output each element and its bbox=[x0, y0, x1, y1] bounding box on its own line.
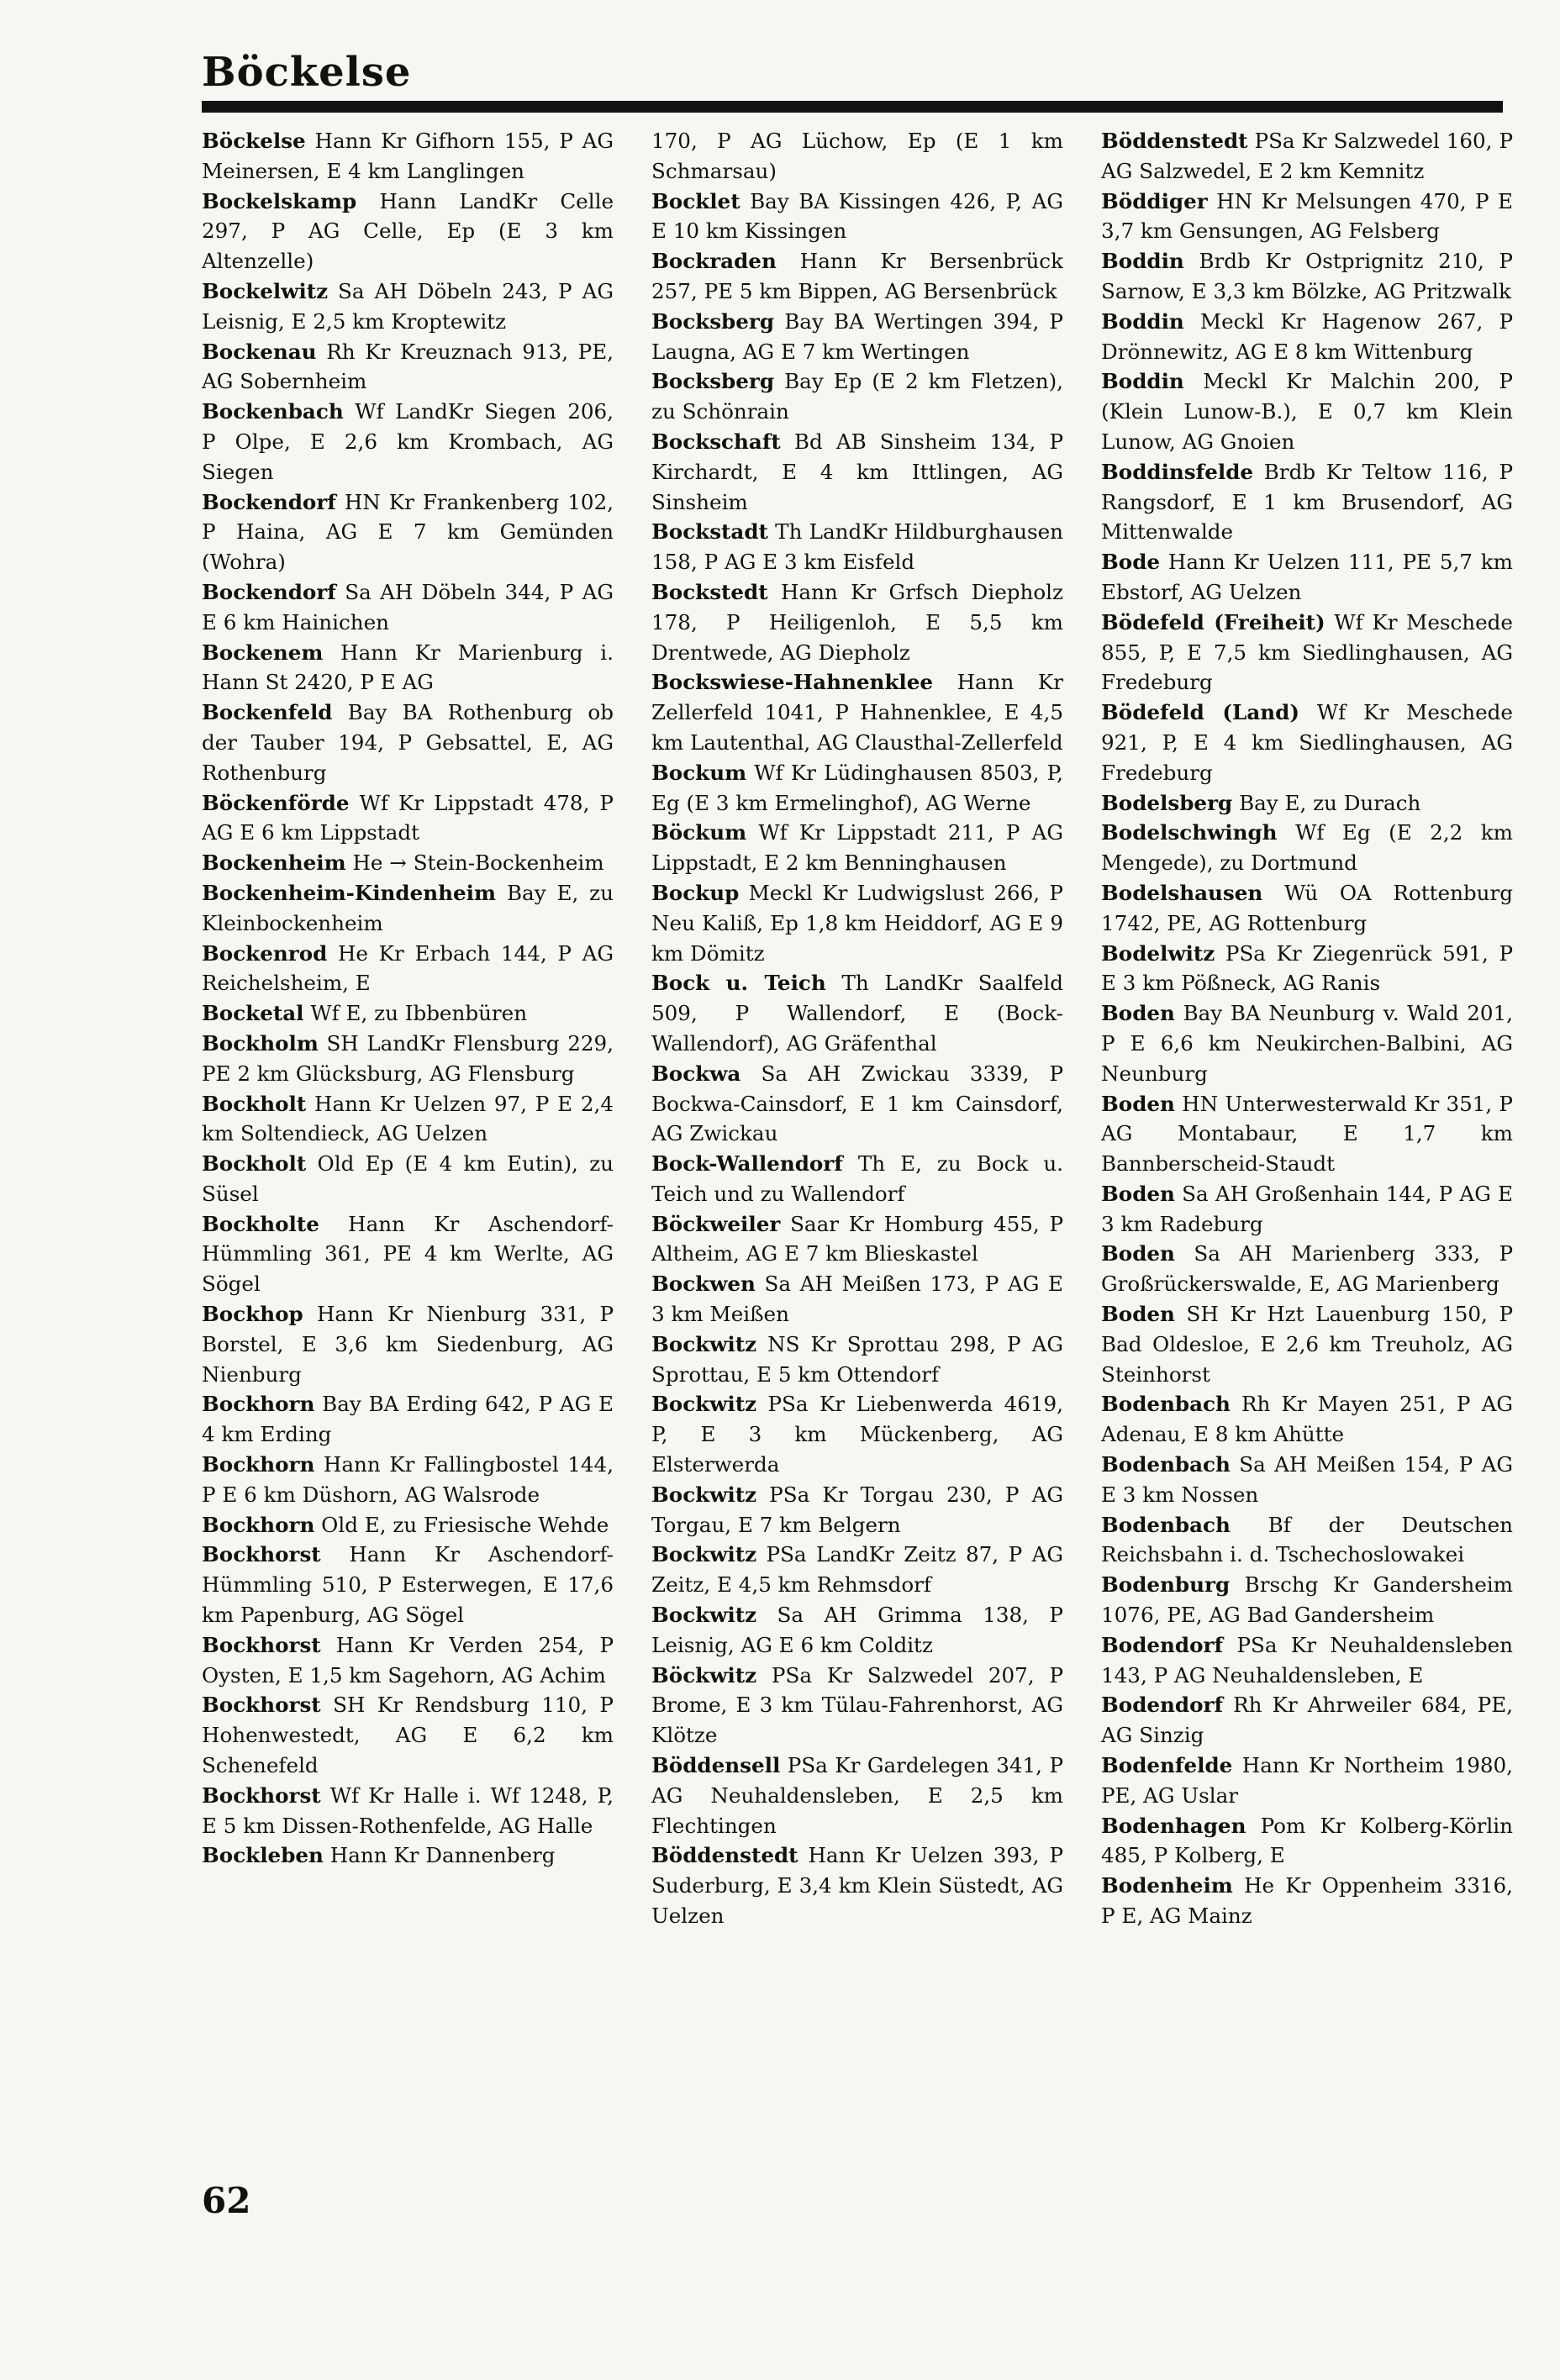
entry-text: Meckl Kr Malchin 200, P (Klein Lunow-B.), E 0,7 km Klein Lunow, AG Gnoien bbox=[1101, 369, 1513, 454]
gazetteer-entry bbox=[651, 878, 1063, 968]
entry-headword: Bockwa bbox=[651, 1061, 741, 1086]
entry-headword: Bock u. Teich bbox=[651, 971, 826, 996]
entry-headword: Bockwitz bbox=[651, 1331, 757, 1356]
entry-headword: Bockwen bbox=[651, 1272, 756, 1297]
entry-headword: Bockup bbox=[651, 880, 740, 905]
gazetteer-entry bbox=[1101, 187, 1513, 247]
entry-headword: Bödefeld (Freiheit) bbox=[1101, 609, 1325, 634]
entry-headword: Bodelshausen bbox=[1101, 880, 1263, 905]
gazetteer-entry bbox=[202, 577, 614, 638]
entry-headword: Bockhorn bbox=[202, 1512, 315, 1537]
entry-text: Old E, zu Friesische Wehde bbox=[321, 1512, 609, 1537]
entry-text: Brdb Kr Ostprignitz 210, P Sarnow, E 3,3 km Bölzke, AG Pritzwalk bbox=[1101, 249, 1513, 303]
entry-text: Th E, zu Bock u. Teich und zu Wallendorf bbox=[651, 1151, 1063, 1206]
entry-text: NS Kr Sprottau 298, P AG Sprottau, E 5 km Ottendorf bbox=[651, 1331, 1063, 1387]
entry-text: Meckl Kr Ludwigslust 266, P Neu Kaliß, Ep 1,8 km Heiddorf, AG E 9 km Dömitz bbox=[651, 880, 1063, 966]
entry-text: PSa LandKr Zeitz 87, P AG Zeitz, E 4,5 km Rehmsdorf bbox=[651, 1542, 1063, 1598]
entry-text: Hann Kr Verden 254, P Oysten, E 1,5 km Sagehorn, AG Achim bbox=[202, 1632, 614, 1688]
entry-headword: Bockhorn bbox=[202, 1452, 315, 1477]
entry-text: 170, P AG Lüchow, Ep (E 1 km Schmarsau) bbox=[651, 129, 1063, 183]
gazetteer-entry bbox=[651, 577, 1063, 667]
entry-text: Wf Kr Meschede 855, P, E 7,5 km Siedlinghausen, AG Fredeburg bbox=[1101, 609, 1513, 695]
gazetteer-entry bbox=[202, 1450, 614, 1510]
running-head: Böckelse bbox=[202, 49, 412, 96]
entry-headword: Böckelse bbox=[202, 129, 306, 153]
gazetteer-entry bbox=[202, 487, 614, 577]
entry-headword: Böddiger bbox=[1101, 188, 1208, 213]
gazetteer-entry bbox=[202, 1510, 614, 1540]
entry-text: Hann Kr Grfsch Diepholz 178, P Heiligenloh, E 5,5 km Drentwede, AG Diepholz bbox=[651, 579, 1063, 665]
header-rule bbox=[202, 101, 1503, 113]
entry-text: PSa Kr Salzwedel 207, P Brome, E 3 km Tülau-Fahrenhorst, AG Klötze bbox=[651, 1662, 1063, 1748]
entry-text: Hann Kr Marienburg i. Hann St 2420, P E AG bbox=[202, 640, 614, 695]
entry-text: HN Kr Frankenberg 102, P Haina, AG E 7 km Gemünden (Wohra) bbox=[202, 489, 614, 575]
entry-text: Hann Kr Uelzen 111, PE 5,7 km Ebstorf, AG Uelzen bbox=[1101, 550, 1513, 604]
gazetteer-entry bbox=[1101, 1389, 1513, 1450]
entry-headword: Boden bbox=[1101, 1001, 1175, 1026]
gazetteer-entry bbox=[1101, 246, 1513, 307]
entry-text: Bay E, zu Kleinbockenheim bbox=[202, 880, 614, 935]
entry-text: SH Kr Hzt Lauenburg 150, P Bad Oldesloe, E 2,6 km Treuholz, AG Steinhorst bbox=[1101, 1302, 1513, 1387]
gazetteer-entry bbox=[651, 1600, 1063, 1661]
gazetteer-entry bbox=[651, 1389, 1063, 1479]
gazetteer-entry bbox=[202, 1299, 614, 1389]
entry-headword: Boden bbox=[1101, 1302, 1175, 1327]
entry-text: PSa Kr Ziegenrück 591, P E 3 km Pößneck, AG Ranis bbox=[1101, 940, 1513, 996]
entry-text: Sa AH Grimma 138, P Leisnig, AG E 6 km Colditz bbox=[651, 1603, 1063, 1657]
entry-text: Wf Kr Meschede 921, P, E 4 km Siedlinghausen, AG Fredeburg bbox=[1101, 700, 1513, 785]
entry-text: Hann Kr Aschendorf-Hümmling 361, PE 4 km Werlte, AG Sögel bbox=[202, 1211, 614, 1297]
gazetteer-entry bbox=[1101, 457, 1513, 547]
entry-headword: Böckum bbox=[651, 820, 747, 845]
entry-headword: Bodenbach bbox=[1101, 1512, 1231, 1537]
gazetteer-entry bbox=[651, 818, 1063, 878]
gazetteer-entry bbox=[1101, 939, 1513, 999]
gazetteer-entry bbox=[202, 1209, 614, 1299]
gazetteer-entry bbox=[651, 758, 1063, 819]
entry-text: Rh Kr Mayen 251, P AG Adenau, E 8 km Ahütte bbox=[1101, 1392, 1513, 1447]
gazetteer-entry bbox=[202, 1149, 614, 1209]
entry-headword: Bockhorst bbox=[202, 1632, 321, 1657]
entry-headword: Böckweiler bbox=[651, 1211, 781, 1236]
entry-headword: Bockwitz bbox=[651, 1482, 757, 1507]
gazetteer-entry bbox=[1101, 788, 1513, 819]
gazetteer-entry bbox=[1101, 608, 1513, 698]
entry-headword: Bockenau bbox=[202, 339, 317, 364]
entry-headword: Bockraden bbox=[651, 249, 777, 274]
entry-text: Sa AH Marienberg 333, P Großrückerswalde, E, AG Marienberg bbox=[1101, 1241, 1513, 1297]
entry-text: Sa AH Meißen 173, P AG E 3 km Meißen bbox=[651, 1272, 1063, 1327]
entry-headword: Bockholm bbox=[202, 1030, 319, 1056]
entry-text: Hann Kr Uelzen 97, P E 2,4 km Soltendieck, AG Uelzen bbox=[202, 1091, 614, 1146]
entry-headword: Böddenstedt bbox=[651, 1843, 798, 1868]
entry-headword: Bockhorst bbox=[202, 1542, 321, 1567]
gazetteer-entry bbox=[1101, 878, 1513, 939]
column-left bbox=[202, 126, 614, 2160]
entry-text: Rh Kr Kreuznach 913, PE, AG Sobernheim bbox=[202, 339, 614, 394]
gazetteer-entry bbox=[1101, 1299, 1513, 1389]
entry-text: Old Ep (E 4 km Eutin), zu Süsel bbox=[202, 1151, 614, 1206]
entry-headword: Bockholte bbox=[202, 1211, 319, 1236]
gazetteer-entry bbox=[202, 998, 614, 1029]
entry-text: Bd AB Sinsheim 134, P Kirchardt, E 4 km Ittlingen, AG Sinsheim bbox=[651, 429, 1063, 514]
entry-text: Bay BA Kissingen 426, P, AG E 10 km Kissingen bbox=[651, 188, 1063, 244]
entry-text: PSa Kr Neuhaldensleben 143, P AG Neuhaldensleben, E bbox=[1101, 1632, 1513, 1688]
entry-headword: Bockendorf bbox=[202, 579, 336, 604]
entry-text: Bay BA Wertingen 394, P Laugna, AG E 7 km Wertingen bbox=[651, 308, 1063, 364]
entry-text: HN Unterwesterwald Kr 351, P AG Montabaur, E 1,7 km Bannberscheid-Staudt bbox=[1101, 1091, 1513, 1177]
entry-headword: Böckenförde bbox=[202, 790, 350, 815]
entry-text: Wf Kr Lüdinghausen 8503, P, Eg (E 3 km Ermelinghof), AG Werne bbox=[651, 760, 1063, 815]
gazetteer-entry bbox=[202, 1540, 614, 1630]
gazetteer-entry bbox=[651, 366, 1063, 427]
entry-text: Wf Eg (E 2,2 km Mengede), zu Dortmund bbox=[1101, 820, 1513, 876]
entry-text: Sa AH Zwickau 3339, P Bockwa-Cainsdorf, E 1 km Cainsdorf, AG Zwickau bbox=[651, 1061, 1063, 1146]
entry-text: Wf Kr Halle i. Wf 1248, P, E 5 km Dissen-Rothenfelde, AG Halle bbox=[202, 1782, 614, 1838]
entry-headword: Bockhorn bbox=[202, 1392, 315, 1417]
entry-headword: Bockhorst bbox=[202, 1693, 321, 1718]
gazetteer-entry bbox=[1101, 1450, 1513, 1510]
entry-text: Sa AH Meißen 154, P AG E 3 km Nossen bbox=[1101, 1452, 1513, 1507]
entry-text: HN Kr Melsungen 470, P E 3,7 km Gensungen, AG Felsberg bbox=[1101, 188, 1513, 244]
entry-headword: Boden bbox=[1101, 1091, 1175, 1116]
gazetteer-entry bbox=[651, 1269, 1063, 1330]
entry-text: Hann Kr Gifhorn 155, P AG Meinersen, E 4 km Langlingen bbox=[202, 129, 614, 183]
gazetteer-entry bbox=[1101, 307, 1513, 367]
gazetteer-entry bbox=[1101, 698, 1513, 787]
entry-headword: Bödefeld (Land) bbox=[1101, 700, 1299, 725]
entry-headword: Bodenbach bbox=[1101, 1392, 1231, 1417]
entry-text: Hann Kr Nienburg 331, P Borstel, E 3,6 km Siedenburg, AG Nienburg bbox=[202, 1302, 614, 1387]
entry-text: Bay E, zu Durach bbox=[1239, 790, 1421, 815]
gazetteer-entry bbox=[651, 427, 1063, 517]
entry-text: Wf Kr Lippstadt 478, P AG E 6 km Lippstadt bbox=[202, 790, 614, 845]
entry-headword: Bodenbach bbox=[1101, 1452, 1231, 1477]
entry-headword: Bockswiese-Hahnenklee bbox=[651, 670, 934, 695]
gazetteer-entry bbox=[202, 939, 614, 999]
entry-headword: Bockenfeld bbox=[202, 700, 333, 725]
entry-text: Pom Kr Kolberg-Körlin 485, P Kolberg, E bbox=[1101, 1813, 1513, 1868]
gazetteer-entry bbox=[651, 968, 1063, 1058]
gazetteer-entry bbox=[202, 1840, 614, 1871]
entry-headword: Bodenhagen bbox=[1101, 1813, 1246, 1838]
entry-text: He → Stein-Bockenheim bbox=[352, 850, 604, 876]
gazetteer-entry bbox=[651, 1209, 1063, 1270]
gazetteer-entry bbox=[202, 1781, 614, 1841]
gazetteer-entry bbox=[202, 126, 614, 187]
gazetteer-entry bbox=[1101, 1871, 1513, 1931]
gazetteer-entry bbox=[202, 337, 614, 398]
entry-text: Sa AH Döbeln 344, P AG E 6 km Hainichen bbox=[202, 579, 614, 634]
gazetteer-entry bbox=[651, 667, 1063, 757]
entry-text: Brschg Kr Gandersheim 1076, PE, AG Bad Gandersheim bbox=[1101, 1572, 1513, 1628]
entry-headword: Bockstedt bbox=[651, 579, 768, 604]
entry-headword: Bockholt bbox=[202, 1151, 307, 1177]
entry-headword: Bodendorf bbox=[1101, 1693, 1224, 1718]
entry-headword: Bockelskamp bbox=[202, 188, 357, 213]
gazetteer-entry bbox=[202, 698, 614, 787]
entry-columns bbox=[202, 126, 1513, 2160]
gazetteer-entry bbox=[202, 1089, 614, 1150]
entry-headword: Bocketal bbox=[202, 1001, 304, 1026]
entry-text: Bay Ep (E 2 km Fletzen), zu Schönrain bbox=[651, 369, 1063, 424]
gazetteer-entry bbox=[651, 246, 1063, 307]
entry-text: Th LandKr Saalfeld 509, P Wallendorf, E (Bock-Wallendorf), AG Gräfenthal bbox=[651, 971, 1063, 1056]
gazetteer-entry bbox=[1101, 1179, 1513, 1240]
gazetteer-entry bbox=[651, 126, 1063, 187]
entry-text: Hann Kr Aschendorf-Hümmling 510, P Esterwegen, E 17,6 km Papenburg, AG Sögel bbox=[202, 1542, 614, 1628]
entry-headword: Boden bbox=[1101, 1181, 1175, 1206]
gazetteer-entry bbox=[202, 1029, 614, 1089]
entry-text: Hann Kr Bersenbrück 257, PE 5 km Bippen, AG Bersenbrück bbox=[651, 249, 1063, 303]
gazetteer-entry bbox=[1101, 366, 1513, 456]
entry-headword: Bodendorf bbox=[1101, 1632, 1224, 1657]
entry-text: He Kr Oppenheim 3316, P E, AG Mainz bbox=[1101, 1873, 1513, 1929]
gazetteer-entry bbox=[1101, 1630, 1513, 1691]
entry-text: Sa AH Großenhain 144, P AG E 3 km Radeburg bbox=[1101, 1181, 1513, 1236]
entry-text: Hann Kr Northeim 1980, PE, AG Uslar bbox=[1101, 1753, 1513, 1808]
entry-headword: Bockenheim bbox=[202, 850, 346, 876]
entry-text: Bay BA Erding 642, P AG E 4 km Erding bbox=[202, 1392, 614, 1447]
entry-headword: Bodenheim bbox=[1101, 1873, 1233, 1898]
entry-headword: Bockschaft bbox=[651, 429, 781, 454]
entry-headword: Bockwitz bbox=[651, 1542, 757, 1567]
entry-headword: Bockum bbox=[651, 760, 747, 785]
gazetteer-entry bbox=[651, 1480, 1063, 1540]
entry-text: Bf der Deutschen Reichsbahn i. d. Tschechoslowakei bbox=[1101, 1512, 1513, 1567]
gazetteer-entry bbox=[651, 187, 1063, 247]
entry-text: Hann LandKr Celle 297, P AG Celle, Ep (E 3 km Altenzelle) bbox=[202, 188, 614, 274]
gazetteer-entry bbox=[202, 1389, 614, 1450]
gazetteer-entry bbox=[202, 397, 614, 487]
entry-headword: Bodelsberg bbox=[1101, 790, 1233, 815]
entry-headword: Bockleben bbox=[202, 1843, 324, 1868]
gazetteer-entry bbox=[1101, 818, 1513, 878]
gazetteer-entry bbox=[651, 1330, 1063, 1390]
entry-text: Saar Kr Homburg 455, P Altheim, AG E 7 km Blieskastel bbox=[651, 1211, 1063, 1266]
entry-headword: Böckwitz bbox=[651, 1662, 757, 1688]
gazetteer-entry bbox=[1101, 1570, 1513, 1630]
entry-text: He Kr Erbach 144, P AG Reichelsheim, E bbox=[202, 940, 614, 996]
entry-headword: Böddensell bbox=[651, 1753, 781, 1778]
gazetteer-entry bbox=[651, 1149, 1063, 1209]
gazetteer-entry bbox=[1101, 547, 1513, 608]
gazetteer-entry bbox=[651, 1059, 1063, 1149]
gazetteer-entry bbox=[1101, 126, 1513, 187]
entry-headword: Bockenrod bbox=[202, 940, 328, 966]
entry-headword: Bockelwitz bbox=[202, 278, 329, 303]
entry-text: Hann Kr Zellerfeld 1041, P Hahnenklee, E 4,5 km Lautenthal, AG Clausthal-Zellerfeld bbox=[651, 670, 1063, 755]
entry-text: SH LandKr Flensburg 229, PE 2 km Glücksburg, AG Flensburg bbox=[202, 1030, 614, 1086]
entry-headword: Bockenheim-Kindenheim bbox=[202, 880, 497, 905]
entry-headword: Bocksberg bbox=[651, 308, 775, 334]
gazetteer-entry bbox=[202, 788, 614, 849]
entry-headword: Bocklet bbox=[651, 188, 740, 213]
gazetteer-entry bbox=[202, 1630, 614, 1691]
entry-headword: Bockstadt bbox=[651, 519, 768, 545]
entry-headword: Bockendorf bbox=[202, 489, 336, 514]
entry-text: Rh Kr Ahrweiler 684, PE, AG Sinzig bbox=[1101, 1693, 1513, 1748]
entry-text: SH Kr Rendsburg 110, P Hohenwestedt, AG E 6,2 km Schenefeld bbox=[202, 1693, 614, 1778]
gazetteer-entry bbox=[1101, 1510, 1513, 1571]
entry-headword: Boddin bbox=[1101, 369, 1184, 394]
entry-headword: Boden bbox=[1101, 1241, 1175, 1266]
gazetteer-entry bbox=[202, 1690, 614, 1780]
entry-headword: Bodenburg bbox=[1101, 1572, 1231, 1598]
entry-text: Hann Kr Uelzen 393, P Suderburg, E 3,4 km Klein Süstedt, AG Uelzen bbox=[651, 1843, 1063, 1929]
entry-text: PSa Kr Torgau 230, P AG Torgau, E 7 km Belgern bbox=[651, 1482, 1063, 1537]
entry-headword: Bockenem bbox=[202, 640, 324, 665]
entry-headword: Bocksberg bbox=[651, 369, 775, 394]
entry-text: PSa Kr Liebenwerda 4619, P, E 3 km Mückenberg, AG Elsterwerda bbox=[651, 1392, 1063, 1477]
entry-headword: Boddinsfelde bbox=[1101, 459, 1254, 484]
gazetteer-entry bbox=[202, 276, 614, 337]
page-number: 62 bbox=[202, 2180, 251, 2221]
gazetteer-entry bbox=[651, 1840, 1063, 1930]
entry-text: Sa AH Döbeln 243, P AG Leisnig, E 2,5 km Kroptewitz bbox=[202, 278, 614, 334]
entry-headword: Bockwitz bbox=[651, 1603, 757, 1628]
entry-text: Wf LandKr Siegen 206, P Olpe, E 2,6 km Krombach, AG Siegen bbox=[202, 399, 614, 484]
entry-headword: Bodelwitz bbox=[1101, 940, 1215, 966]
entry-headword: Bockholt bbox=[202, 1091, 307, 1116]
entry-text: PSa Kr Gardelegen 341, P AG Neuhaldensleben, E 2,5 km Flechtingen bbox=[651, 1753, 1063, 1838]
gazetteer-entry bbox=[1101, 998, 1513, 1088]
entry-headword: Boddin bbox=[1101, 308, 1184, 334]
column-right bbox=[1101, 126, 1513, 2160]
gazetteer-entry bbox=[202, 187, 614, 276]
gazetteer-entry bbox=[1101, 1690, 1513, 1751]
gazetteer-entry bbox=[1101, 1751, 1513, 1811]
entry-headword: Böddenstedt bbox=[1101, 129, 1248, 153]
gazetteer-entry bbox=[651, 517, 1063, 577]
entry-text: Th LandKr Hildburghausen 158, P AG E 3 km Eisfeld bbox=[651, 519, 1063, 575]
entry-text: Wf Kr Lippstadt 211, P AG Lippstadt, E 2 km Benninghausen bbox=[651, 820, 1063, 876]
gazetteer-entry bbox=[202, 638, 614, 698]
entry-headword: Bock-Wallendorf bbox=[651, 1151, 843, 1177]
entry-headword: Bockhorst bbox=[202, 1782, 321, 1808]
gazetteer-entry bbox=[1101, 1089, 1513, 1179]
gazetteer-entry bbox=[651, 1540, 1063, 1600]
entry-text: Brdb Kr Teltow 116, P Rangsdorf, E 1 km Brusendorf, AG Mittenwalde bbox=[1101, 459, 1513, 545]
entry-headword: Boddin bbox=[1101, 249, 1184, 274]
gazetteer-entry bbox=[202, 878, 614, 939]
gazetteer-entry bbox=[1101, 1239, 1513, 1299]
entry-headword: Bodelschwingh bbox=[1101, 820, 1278, 845]
gazetteer-entry bbox=[202, 848, 614, 878]
entry-headword: Bodenfelde bbox=[1101, 1753, 1233, 1778]
entry-text: Meckl Kr Hagenow 267, P Drönnewitz, AG E 8 km Wittenburg bbox=[1101, 308, 1513, 364]
entry-text: Hann Kr Fallingbostel 144, P E 6 km Düshorn, AG Walsrode bbox=[202, 1452, 614, 1507]
entry-text: Wü OA Rottenburg 1742, PE, AG Rottenburg bbox=[1101, 880, 1513, 935]
gazetteer-entry bbox=[651, 307, 1063, 367]
entry-headword: Bockhop bbox=[202, 1302, 303, 1327]
column-middle bbox=[651, 126, 1063, 2160]
entry-text: Wf E, zu Ibbenbüren bbox=[310, 1001, 528, 1026]
entry-text: Bay BA Rothenburg ob der Tauber 194, P Gebsattel, E, AG Rothenburg bbox=[202, 700, 614, 785]
entry-headword: Bode bbox=[1101, 550, 1161, 575]
entry-text: Hann Kr Dannenberg bbox=[329, 1843, 556, 1868]
gazetteer-entry bbox=[1101, 1811, 1513, 1872]
gazetteer-entry bbox=[651, 1751, 1063, 1840]
entry-text: Bay BA Neunburg v. Wald 201, P E 6,6 km Neukirchen-Balbini, AG Neunburg bbox=[1101, 1001, 1513, 1086]
entry-text: PSa Kr Salzwedel 160, P AG Salzwedel, E 2 km Kemnitz bbox=[1101, 129, 1513, 183]
entry-headword: Bockenbach bbox=[202, 399, 344, 424]
entry-headword: Bockwitz bbox=[651, 1392, 757, 1417]
gazetteer-entry bbox=[651, 1661, 1063, 1751]
